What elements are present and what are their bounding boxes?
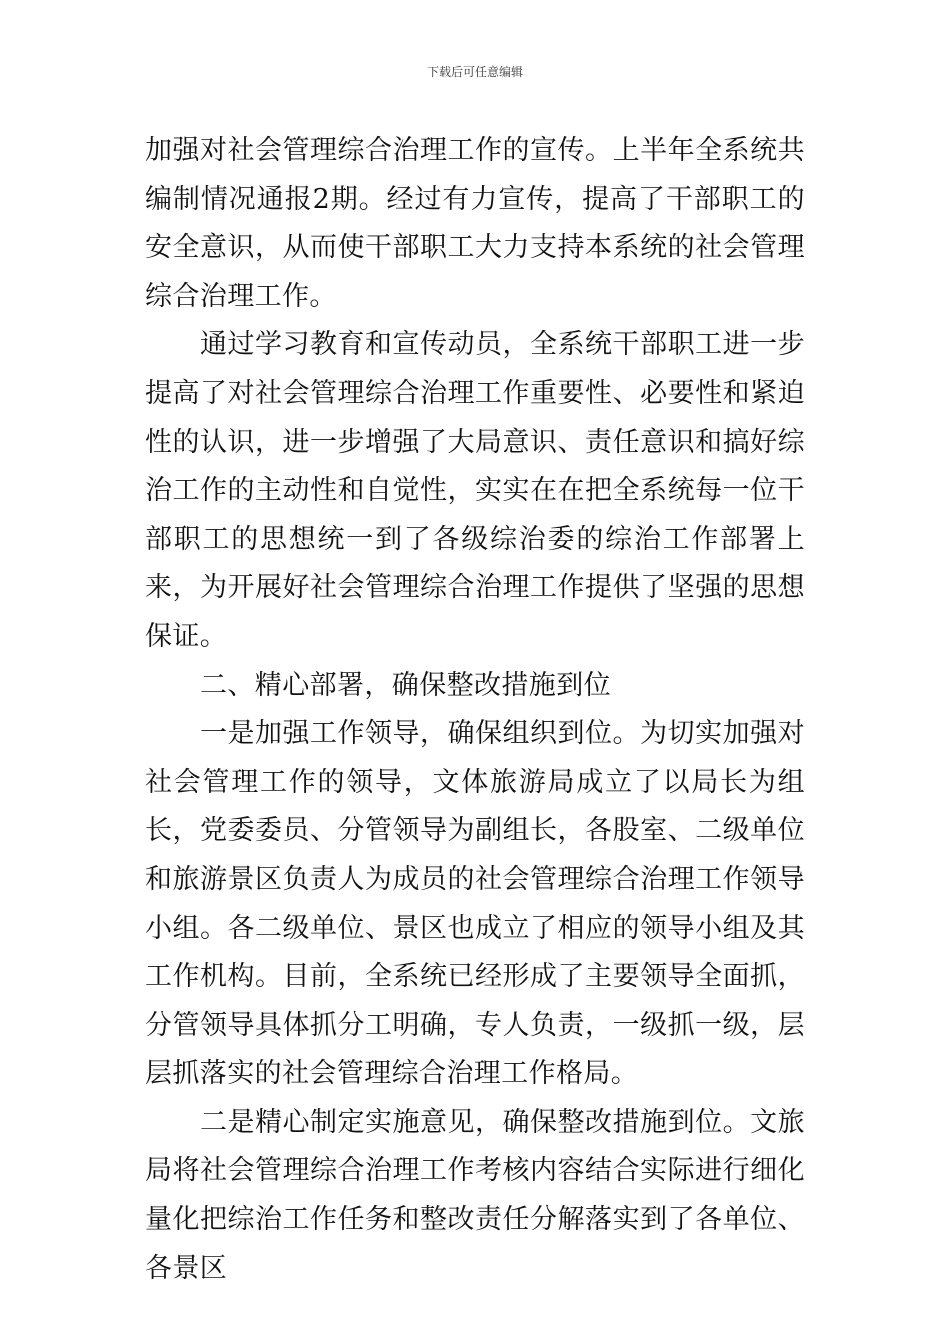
paragraph-implementation: 二是精心制定实施意见，确保整改措施到位。文旅局将社会管理综合治理工作考核内容结合实际进行细化量化把综治工作任务和整改责任分解落实到了各单位、各景区 [145, 1106, 805, 1284]
section-heading-deployment: 二、精心部署，确保整改措施到位 [200, 669, 611, 701]
paragraph-education-results: 通过学习教育和宣传动员，全系统干部职工进一步提高了对社会管理综合治理工作重要性、必要性和紧迫性的认识，进一步增强了大局意识、责任意识和搞好综治工作的主动性和自觉性，实实在在把全系统每一位干部职工的思想统一到了各级综治委的综治工作部署上来，为开展好社会管理综合治理工作提供了坚强的思想保证。 [145, 329, 805, 652]
paragraph-propaganda: 加强对社会管理综合治理工作的宣传。上半年全系统共编制情况通报2期。经过有力宣传，提高了干部职工的安全意识，从而使干部职工大力支持本系统的社会管理综合治理工作。 [145, 135, 805, 312]
paragraph-leadership: 一是加强工作领导，确保组织到位。为切实加强对社会管理工作的领导，文体旅游局成立了以局长为组长，党委委员、分管领导为副组长，各股室、二级单位和旅游景区负责人为成员的社会管理综合治理工作领导小组。各二级单位、景区也成立了相应的领导小组及其工作机构。目前，全系统已经形成了主要领导全面抓，分管领导具体抓分工明确，专人负责，一级抓一级，层层抓落实的社会管理综合治理工作格局。 [145, 718, 805, 1090]
page-header: 下载后可任意编辑 [426, 65, 523, 79]
document-body [145, 127, 805, 1293]
